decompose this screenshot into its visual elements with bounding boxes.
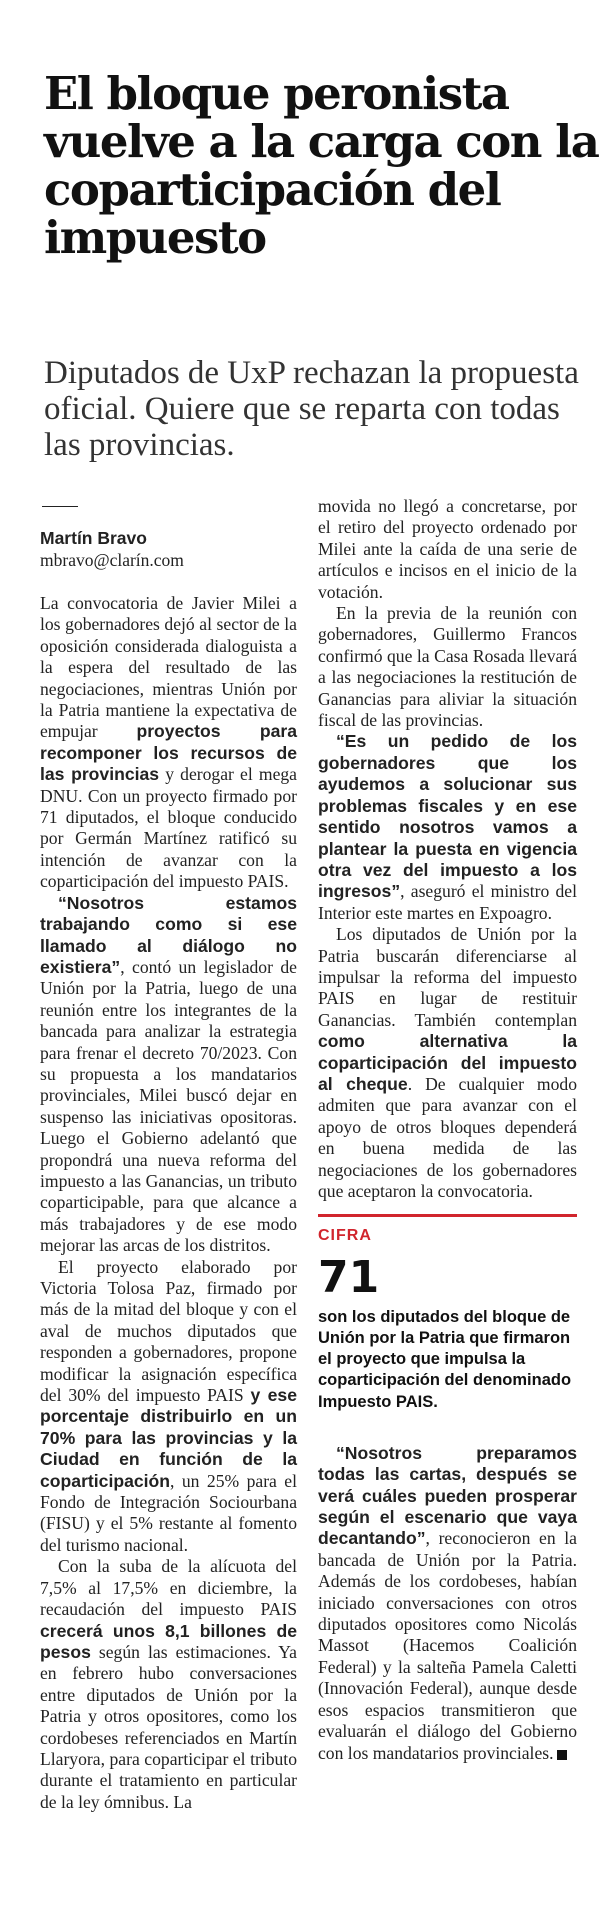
author-email[interactable]: mbravo@clarín.com bbox=[40, 550, 184, 570]
author-name: Martín Bravo bbox=[40, 528, 147, 548]
cifra-box bbox=[318, 1214, 577, 1412]
cifra-label: CIFRA bbox=[318, 1227, 372, 1245]
paragraph-3: El proyecto elaborado por Victoria Tolosa Paz, firmado por más de la mitad del bloque y con el aval de muchos diputados que responden a gobernadores, propone modificar la asignación específica del 30% del impuesto PAIS y ese porcentaje distribuirlo en un 70% para las provincias y la Ciudad en función de la coparticipación, un 25% para el Fondo de Integración Sociourbana (FISU) y el 5% restante al fomento del turismo nacional. bbox=[40, 1256, 297, 1555]
right-column bbox=[318, 496, 577, 1764]
cifra-text: son los diputados del bloque de Unión por la Patria que firmaron el proyecto que impulsa la coparticipación del denominado Impuesto PAIS. bbox=[318, 1307, 572, 1411]
paragraph-6: En la previa de la reunión con gobernadores, Guillermo Francos confirmó que la Casa Rosada llevará a las negociaciones la restitución de Ganancias para aliviar la situación fiscal de las provincias. bbox=[318, 603, 577, 731]
cifra-rule bbox=[318, 1214, 577, 1217]
end-of-article-mark bbox=[557, 1750, 567, 1760]
left-column bbox=[40, 506, 297, 1813]
paragraph-7: “Es un pedido de los gobernadores que los ayudemos a solucionar sus problemas fiscales y en ese sentido nosotros vamos a plantear la puesta en vigencia otra vez del impuesto a los ingresos”, aseguró el ministro del Interior este martes en Expoagro. bbox=[318, 731, 577, 923]
paragraph-9: “Nosotros preparamos todas las cartas, después se verá cuáles pueden prosperar según el escenario que vaya decantando”, reconocieron en la bancada de Unión por la Patria. Además de los cordobeses, habían iniciado conversaciones con otros diputados opositores como Nicolás Massot (Hacemos Coalición Federal) y la salteña Pamela Caletti (Innovación Federal), aunque desde esos espacios transmitieron que evaluarán el diálogo del Gobierno con los mandatarios provinciales. bbox=[318, 1442, 577, 1763]
subheadline: Diputados de UxP rechazan la propuesta oficial. Quiere que se reparta con todas las provincias. bbox=[44, 355, 579, 463]
paragraph-1: La convocatoria de Javier Milei a los gobernadores dejó al sector de la oposición considerada dialoguista a la espera del resultado de las negociaciones, mientras Unión por la Patria mantiene la expectativa de empujar proyectos para recomponer los recursos de las provincias y derogar el mega DNU. Con un proyecto firmado por 71 diputados, el bloque conducido por Germán Martínez ratificó su intención de avanzar con la coparticipación del impuesto PAIS. bbox=[40, 593, 297, 892]
headline: El bloque peronista vuelve a la carga con la coparticipación del impuesto bbox=[44, 67, 599, 264]
paragraph-2: “Nosotros estamos trabajando como si ese llamado al diálogo no existiera”, contó un legislador de Unión por la Patria, luego de una reunión entre los integrantes de la bancada para analizar la estrategia para frenar el decreto 70/2023. Con su propuesta a los mandatarios provinciales, Milei buscó dejar en suspenso las iniciativas opositoras. Luego el Gobierno adelantó que propondrá una nueva reforma del impuesto a las Ganancias, un tributo coparticipable, para que alcance a más trabajadores y de ese modo mejorar las arcas de los distritos. bbox=[40, 892, 297, 1256]
cifra-number: 71 bbox=[318, 1251, 380, 1303]
paragraph-8: Los diputados de Unión por la Patria buscarán diferenciarse al impulsar la reforma del impuesto PAIS en lugar de restituir Ganancias. También contemplan como alternativa la coparticipación del impuesto al cheque. De cualquier modo admiten que para avanzar con el apoyo de otros bloques dependerá en buena medida de las negociaciones de los gobernadores que aceptaron la convocatoria. bbox=[318, 924, 577, 1201]
paragraph-4: Con la suba de la alícuota del 7,5% al 17,5% en diciembre, la recaudación del impuesto PAIS crecerá unos 8,1 billones de pesos según las estimaciones. Ya en febrero hubo conversaciones entre diputados de Unión por la Patria y otros opositores, como los cordobeses referenciados en Martín Llaryora, para coparticipar el tributo durante el tratamiento en particular de la ley ómnibus. La bbox=[40, 1556, 297, 1812]
byline-rule bbox=[42, 506, 78, 507]
paragraph-5: movida no llegó a concretarse, por el retiro del proyecto ordenado por Milei ante la caída de una serie de artículos e incisos en el inicio de la votación. bbox=[318, 496, 577, 602]
